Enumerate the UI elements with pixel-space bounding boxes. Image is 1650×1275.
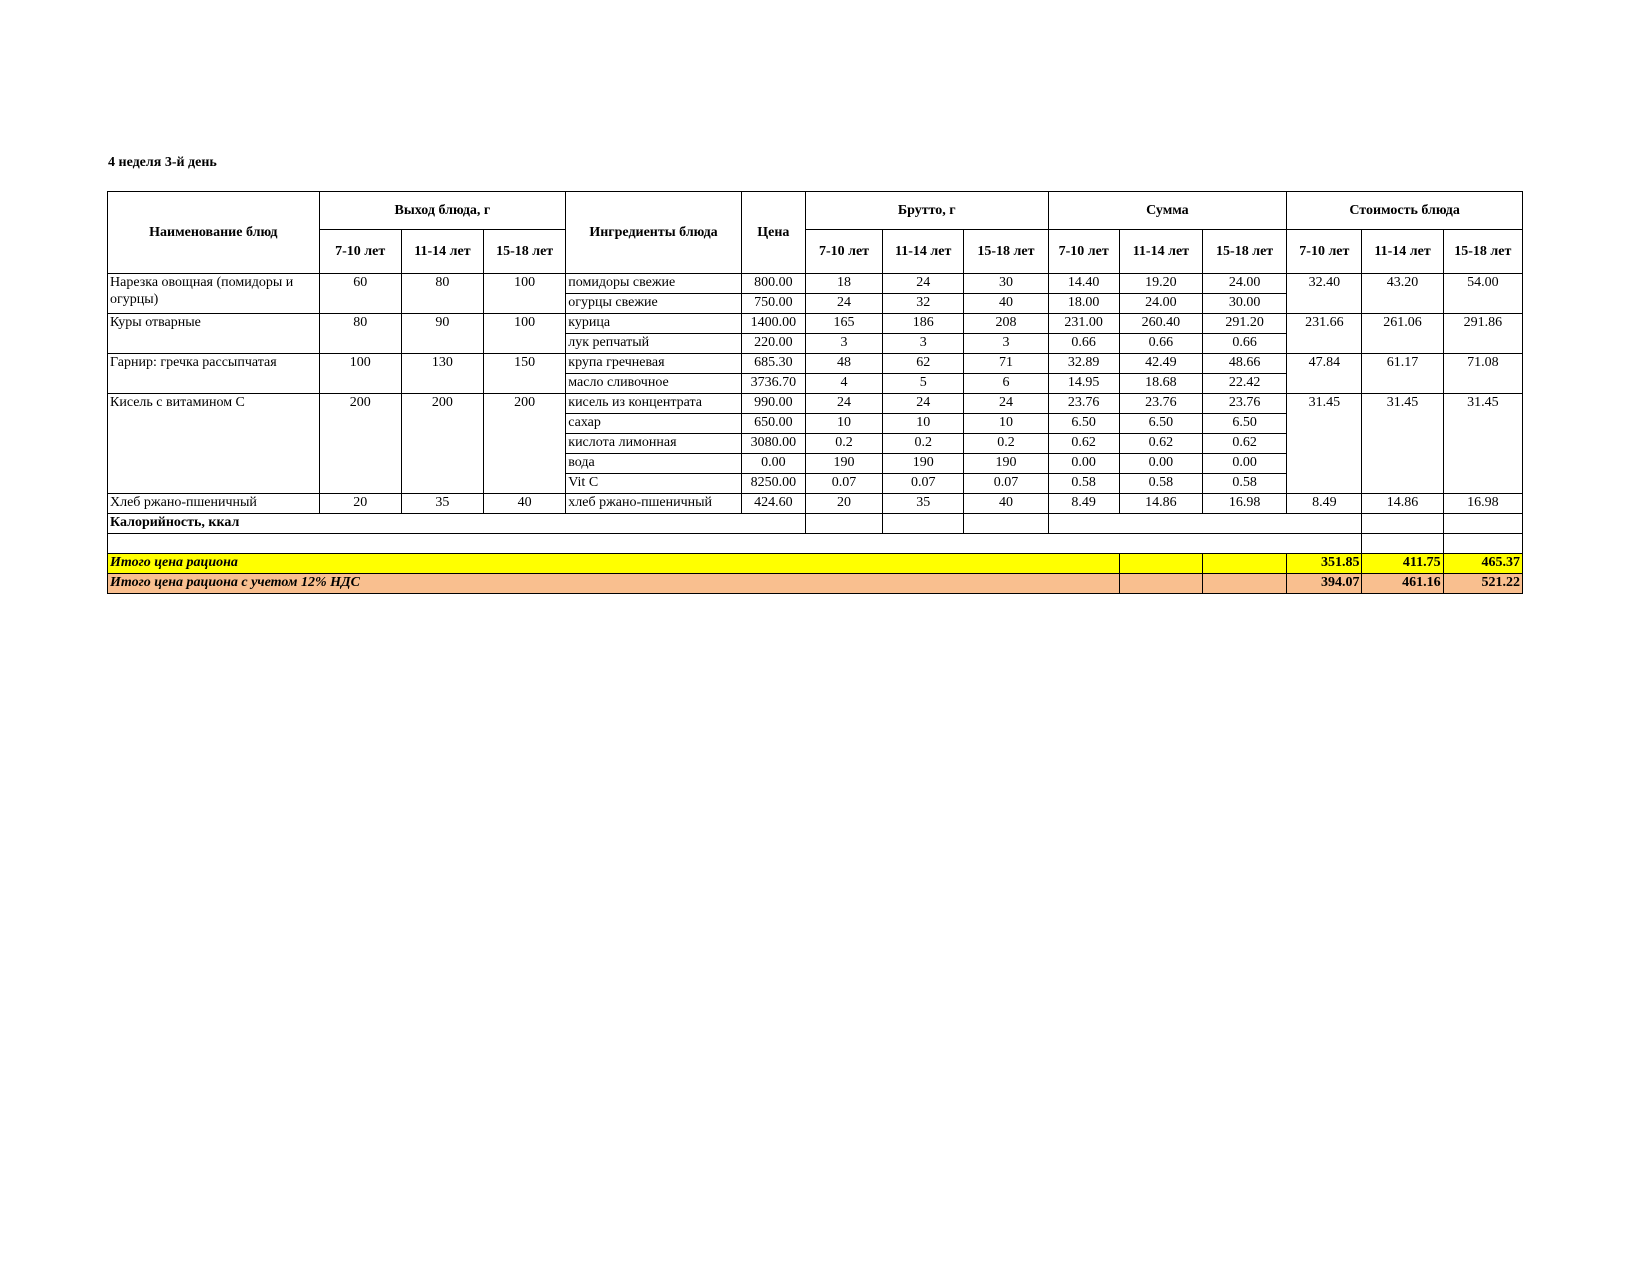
ingredient-brutto: 24 xyxy=(805,394,882,414)
menu-table xyxy=(107,191,1523,594)
header-age: 7-10 лет xyxy=(1287,230,1362,274)
ingredient-brutto: 62 xyxy=(883,354,964,374)
ingredient-price: 3080.00 xyxy=(741,434,805,454)
ingredient-sum: 24.00 xyxy=(1202,274,1286,294)
dish-output: 20 xyxy=(319,494,401,514)
empty-cell xyxy=(1362,514,1443,534)
ingredient-sum: 8.49 xyxy=(1048,494,1119,514)
ingredient-sum: 30.00 xyxy=(1202,294,1286,314)
ingredient-brutto: 190 xyxy=(964,454,1048,474)
ingredient-brutto: 3 xyxy=(964,334,1048,354)
ingredient-name: вода xyxy=(566,454,741,474)
ingredient-sum: 19.20 xyxy=(1119,274,1202,294)
dish-name: Хлеб ржано-пшеничный xyxy=(108,494,320,514)
ingredient-brutto: 48 xyxy=(805,354,882,374)
dish-cost: 16.98 xyxy=(1443,494,1522,514)
dish-output: 100 xyxy=(319,354,401,394)
empty-cell xyxy=(1119,574,1202,594)
ingredient-brutto: 40 xyxy=(964,494,1048,514)
ingredient-sum: 14.86 xyxy=(1119,494,1202,514)
dish-cost: 43.20 xyxy=(1362,274,1443,314)
empty-cell xyxy=(1443,534,1522,554)
total-value: 465.37 xyxy=(1443,554,1522,574)
dish-cost: 47.84 xyxy=(1287,354,1362,394)
ingredient-price: 1400.00 xyxy=(741,314,805,334)
empty-cell xyxy=(1362,534,1443,554)
ingredient-sum: 18.00 xyxy=(1048,294,1119,314)
ingredient-brutto: 3 xyxy=(805,334,882,354)
header-output: Выход блюда, г xyxy=(319,192,566,230)
total-vat-row xyxy=(108,574,1523,594)
dish-output: 35 xyxy=(401,494,483,514)
empty-cell xyxy=(1443,514,1522,534)
total-vat-value: 394.07 xyxy=(1287,574,1362,594)
header-age: 15-18 лет xyxy=(964,230,1048,274)
ingredient-sum: 0.66 xyxy=(1119,334,1202,354)
ingredient-brutto: 3 xyxy=(883,334,964,354)
dish-cost: 71.08 xyxy=(1443,354,1522,394)
ingredient-sum: 0.62 xyxy=(1048,434,1119,454)
ingredient-price: 685.30 xyxy=(741,354,805,374)
ingredient-brutto: 24 xyxy=(883,274,964,294)
dish-cost: 14.86 xyxy=(1362,494,1443,514)
header-age: 11-14 лет xyxy=(1362,230,1443,274)
ingredient-sum: 42.49 xyxy=(1119,354,1202,374)
ingredient-sum: 6.50 xyxy=(1202,414,1286,434)
ingredient-brutto: 5 xyxy=(883,374,964,394)
dish-output: 100 xyxy=(484,314,566,354)
dish-cost: 291.86 xyxy=(1443,314,1522,354)
page-title: 4 неделя 3-й день xyxy=(108,155,217,170)
ingredient-brutto: 24 xyxy=(964,394,1048,414)
ingredient-brutto: 208 xyxy=(964,314,1048,334)
ingredient-brutto: 165 xyxy=(805,314,882,334)
ingredient-price: 8250.00 xyxy=(741,474,805,494)
total-vat-value: 521.22 xyxy=(1443,574,1522,594)
header-age: 7-10 лет xyxy=(1048,230,1119,274)
dish-name: Нарезка овощная (помидоры и огурцы) xyxy=(108,274,320,314)
ingredient-brutto: 0.2 xyxy=(964,434,1048,454)
dish-cost: 31.45 xyxy=(1287,394,1362,494)
calories-row xyxy=(108,514,1523,534)
total-vat-label: Итого цена рациона с учетом 12% НДС xyxy=(108,574,1120,594)
ingredient-price: 990.00 xyxy=(741,394,805,414)
empty-cell xyxy=(883,514,964,534)
dish-cost: 261.06 xyxy=(1362,314,1443,354)
dish-output: 90 xyxy=(401,314,483,354)
blank-row xyxy=(108,534,1523,554)
ingredient-price: 3736.70 xyxy=(741,374,805,394)
ingredient-sum: 0.00 xyxy=(1202,454,1286,474)
ingredient-brutto: 186 xyxy=(883,314,964,334)
dish-cost: 231.66 xyxy=(1287,314,1362,354)
dish-output: 130 xyxy=(401,354,483,394)
empty-cell xyxy=(1202,554,1286,574)
ingredient-brutto: 40 xyxy=(964,294,1048,314)
ingredient-sum: 6.50 xyxy=(1048,414,1119,434)
ingredient-brutto: 0.2 xyxy=(805,434,882,454)
ingredient-brutto: 10 xyxy=(805,414,882,434)
ingredient-sum: 0.58 xyxy=(1202,474,1286,494)
ingredient-brutto: 24 xyxy=(883,394,964,414)
dish-output: 80 xyxy=(319,314,401,354)
dish-output: 80 xyxy=(401,274,483,314)
dish-name: Кисель с витамином С xyxy=(108,394,320,494)
ingredient-sum: 14.40 xyxy=(1048,274,1119,294)
dish-cost: 32.40 xyxy=(1287,274,1362,314)
ingredient-name: сахар xyxy=(566,414,741,434)
ingredient-brutto: 6 xyxy=(964,374,1048,394)
table-row xyxy=(108,354,1523,374)
ingredient-price: 424.60 xyxy=(741,494,805,514)
ingredient-brutto: 24 xyxy=(805,294,882,314)
ingredient-name: крупа гречневая xyxy=(566,354,741,374)
ingredient-sum: 0.58 xyxy=(1048,474,1119,494)
table-row xyxy=(108,494,1523,514)
ingredient-sum: 0.00 xyxy=(1048,454,1119,474)
dish-output: 40 xyxy=(484,494,566,514)
ingredient-sum: 23.76 xyxy=(1202,394,1286,414)
ingredient-name: Vit C xyxy=(566,474,741,494)
ingredient-sum: 24.00 xyxy=(1119,294,1202,314)
header-age: 11-14 лет xyxy=(883,230,964,274)
dish-name: Гарнир: гречка рассыпчатая xyxy=(108,354,320,394)
ingredient-price: 650.00 xyxy=(741,414,805,434)
header-brutto: Брутто, г xyxy=(805,192,1048,230)
ingredient-sum: 48.66 xyxy=(1202,354,1286,374)
header-sum: Сумма xyxy=(1048,192,1287,230)
ingredient-price: 220.00 xyxy=(741,334,805,354)
header-price: Цена xyxy=(741,192,805,274)
header-ingredients: Ингредиенты блюда xyxy=(566,192,741,274)
ingredient-brutto: 10 xyxy=(964,414,1048,434)
ingredient-brutto: 32 xyxy=(883,294,964,314)
header-age: 7-10 лет xyxy=(319,230,401,274)
dish-output: 200 xyxy=(401,394,483,494)
dish-cost: 31.45 xyxy=(1443,394,1522,494)
ingredient-sum: 0.62 xyxy=(1119,434,1202,454)
header-age: 7-10 лет xyxy=(805,230,882,274)
ingredient-name: помидоры свежие xyxy=(566,274,741,294)
ingredient-sum: 23.76 xyxy=(1048,394,1119,414)
header-age: 15-18 лет xyxy=(484,230,566,274)
total-value: 351.85 xyxy=(1287,554,1362,574)
ingredient-sum: 0.58 xyxy=(1119,474,1202,494)
table-row xyxy=(108,394,1523,414)
header-age: 15-18 лет xyxy=(1202,230,1286,274)
empty-cell xyxy=(1048,514,1362,534)
ingredient-name: кисель из концентрата xyxy=(566,394,741,414)
dish-output: 100 xyxy=(484,274,566,314)
ingredient-brutto: 35 xyxy=(883,494,964,514)
ingredient-brutto: 190 xyxy=(883,454,964,474)
dish-cost: 8.49 xyxy=(1287,494,1362,514)
empty-cell xyxy=(1119,554,1202,574)
ingredient-sum: 23.76 xyxy=(1119,394,1202,414)
ingredient-sum: 14.95 xyxy=(1048,374,1119,394)
ingredient-name: огурцы свежие xyxy=(566,294,741,314)
ingredient-sum: 291.20 xyxy=(1202,314,1286,334)
ingredient-sum: 32.89 xyxy=(1048,354,1119,374)
ingredient-brutto: 190 xyxy=(805,454,882,474)
total-label: Итого цена рациона xyxy=(108,554,1120,574)
dish-cost: 31.45 xyxy=(1362,394,1443,494)
dish-output: 150 xyxy=(484,354,566,394)
ingredient-sum: 0.66 xyxy=(1048,334,1119,354)
empty-cell xyxy=(1202,574,1286,594)
ingredient-brutto: 30 xyxy=(964,274,1048,294)
table-row xyxy=(108,314,1523,334)
dish-output: 60 xyxy=(319,274,401,314)
header-dish-name: Наименование блюд xyxy=(108,192,320,274)
dish-name: Куры отварные xyxy=(108,314,320,354)
ingredient-name: хлеб ржано-пшеничный xyxy=(566,494,741,514)
empty-cell xyxy=(805,514,882,534)
dish-output: 200 xyxy=(319,394,401,494)
ingredient-brutto: 0.07 xyxy=(805,474,882,494)
header-cost: Стоимость блюда xyxy=(1287,192,1523,230)
total-row xyxy=(108,554,1523,574)
total-vat-value: 461.16 xyxy=(1362,574,1443,594)
ingredient-brutto: 0.07 xyxy=(964,474,1048,494)
ingredient-sum: 260.40 xyxy=(1119,314,1202,334)
ingredient-price: 800.00 xyxy=(741,274,805,294)
ingredient-brutto: 71 xyxy=(964,354,1048,374)
ingredient-sum: 0.00 xyxy=(1119,454,1202,474)
dish-output: 200 xyxy=(484,394,566,494)
ingredient-brutto: 4 xyxy=(805,374,882,394)
ingredient-brutto: 20 xyxy=(805,494,882,514)
ingredient-name: масло сливочное xyxy=(566,374,741,394)
ingredient-sum: 18.68 xyxy=(1119,374,1202,394)
total-value: 411.75 xyxy=(1362,554,1443,574)
header-age: 11-14 лет xyxy=(1119,230,1202,274)
menu-body xyxy=(108,274,1523,594)
ingredient-price: 750.00 xyxy=(741,294,805,314)
ingredient-price: 0.00 xyxy=(741,454,805,474)
ingredient-sum: 0.66 xyxy=(1202,334,1286,354)
ingredient-sum: 0.62 xyxy=(1202,434,1286,454)
ingredient-name: лук репчатый xyxy=(566,334,741,354)
empty-cell xyxy=(964,514,1048,534)
ingredient-brutto: 0.2 xyxy=(883,434,964,454)
table-row xyxy=(108,274,1523,294)
ingredient-sum: 231.00 xyxy=(1048,314,1119,334)
header-age: 11-14 лет xyxy=(401,230,483,274)
ingredient-brutto: 10 xyxy=(883,414,964,434)
ingredient-name: курица xyxy=(566,314,741,334)
dish-cost: 61.17 xyxy=(1362,354,1443,394)
dish-cost: 54.00 xyxy=(1443,274,1522,314)
empty-cell xyxy=(108,534,1362,554)
ingredient-sum: 6.50 xyxy=(1119,414,1202,434)
header-age: 15-18 лет xyxy=(1443,230,1522,274)
calories-label: Калорийность, ккал xyxy=(108,514,806,534)
ingredient-name: кислота лимонная xyxy=(566,434,741,454)
ingredient-sum: 16.98 xyxy=(1202,494,1286,514)
ingredient-brutto: 0.07 xyxy=(883,474,964,494)
ingredient-brutto: 18 xyxy=(805,274,882,294)
ingredient-sum: 22.42 xyxy=(1202,374,1286,394)
